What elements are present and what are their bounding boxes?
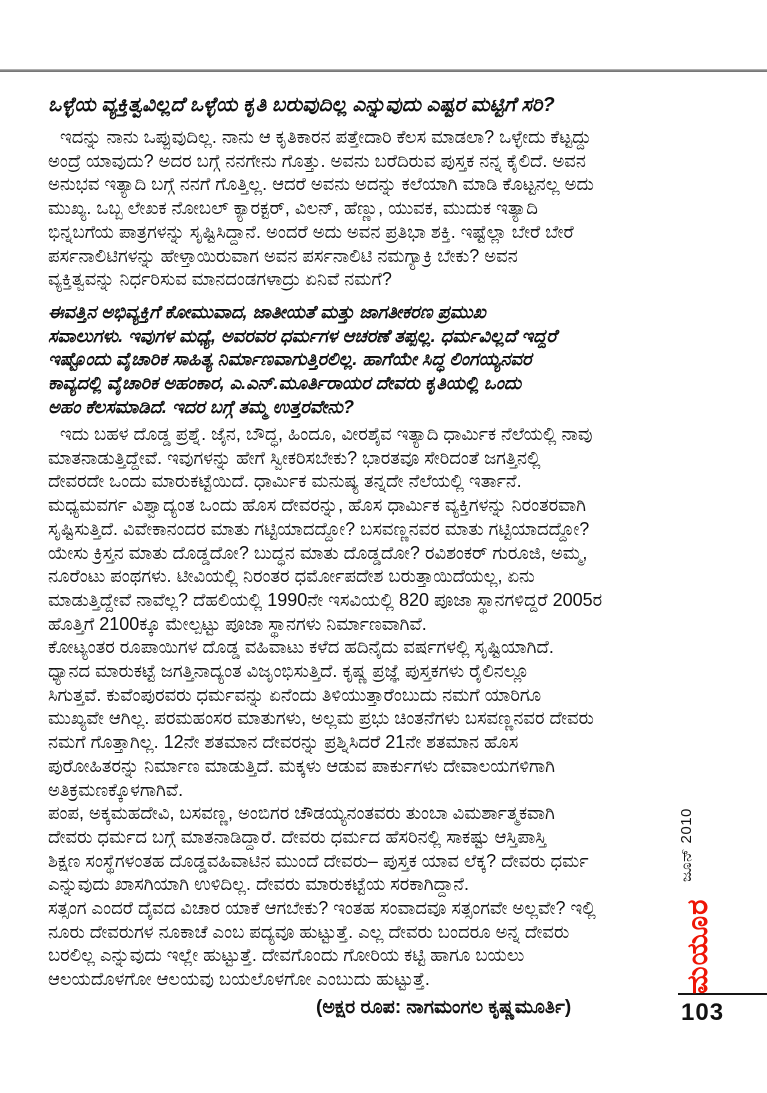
text-line: ಸತ್ಸಂಗ ಎಂದರೆ ದೈವದ ವಿಚಾರ ಯಾಕೆ ಆಗಬೇಕು? ಇಂತಹ ಸಂವಾದವೂ ಸತ್ಸಂಗವೇ ಅಲ್ಲವೇ? ಇಲ್ಲಿ	[48, 898, 596, 919]
interview-question-2	[48, 301, 738, 420]
text-line: ಮುಖ್ಯ. ಒಬ್ಬ ಲೇಖಕ ನೋಬಲ್ ಕ್ಯಾರಕ್ಟರ್, ವಿಲನ್, ಹೆಣ್ಣು, ಯುವಕ, ಮುದುಕ ಇತ್ಯಾದಿ	[48, 198, 538, 219]
text-line: ಪುರೋಹಿತರನ್ನು ನಿರ್ಮಾಣ ಮಾಡುತ್ತಿದೆ. ಮಕ್ಕಳು ಆಡುವ ಪಾರ್ಕುಗಳು ದೇವಾಲಯಗಳಿಗಾಗಿ	[48, 755, 555, 776]
issue-date-vertical: ಜೂನ್ 2010	[678, 808, 695, 882]
text-line: ಶಿಕ್ಷಣ ಸಂಸ್ಥೆಗಳಂತಹ ದೊಡ್ಡವಹಿವಾಟಿನ ಮುಂದೆ ದೇವರು– ಪುಸ್ತಕ ಯಾವ ಲೆಕ್ಕ? ದೇವರು ಧರ್ಮ	[48, 850, 589, 871]
text-line: ಬರಲಿಲ್ಲ ಎನ್ನುವುದು ಇಲ್ಲೇ ಹುಟ್ಟುತ್ತೆ. ದೇವಗೊಂದು ಗೋರಿಯ ಕಟ್ಟಿ ಹಾಗೂ ಬಯಲು	[48, 945, 525, 966]
text-line: ಸಿಗುತ್ತವೆ. ಕುವೆಂಪುರವರು ಧರ್ಮವನ್ನು ಏನೆಂದು ತಿಳಿಯುತ್ತಾರೆಂಬುದು ನಮಗೆ ಯಾರಿಗೂ	[48, 684, 542, 705]
text-line: ಅಂದ್ರೆ ಯಾವುದು? ಅದರ ಬಗ್ಗೆ ನನಗೇನು ಗೊತ್ತು. ಅವನು ಬರೆದಿರುವ ಪುಸ್ತಕ ನನ್ನ ಕೈಲಿದೆ. ಅವನ	[48, 150, 586, 171]
text-line: ಕಾವ್ಯದಲ್ಲಿ ವೈಚಾರಿಕ ಅಹಂಕಾರ, ಎ.ಎನ್.ಮೂರ್ತಿರಾಯರ ದೇವರು ಕೃತಿಯಲ್ಲಿ ಒಂದು	[48, 373, 522, 394]
text-line: ನೂರೆಂಟು ಪಂಥಗಳು. ಟೀವಿಯಲ್ಲಿ ನಿರಂತರ ಧರ್ಮೋಪದೇಶ ಬರುತ್ತಾಯಿದೆಯಲ್ಲ, ಏನು	[48, 566, 535, 587]
text-line: ಧ್ಯಾನದ ಮಾರುಕಟ್ಟೆ ಜಗತ್ತಿನಾದ್ಯಂತ ವಿಜೃಂಭಿಸುತ್ತಿದೆ. ಕೃಷ್ಣ ಪ್ರಜ್ಞೆ ಪುಸ್ತಕಗಳು ರೈಲಿನಲ್ಲೂ	[48, 661, 530, 682]
interview-answer-1	[48, 126, 738, 292]
text-line: ಇದನ್ನು ನಾನು ಒಪ್ಪುವುದಿಲ್ಲ. ನಾನು ಆ ಕೃತಿಕಾರನ ಪತ್ತೇದಾರಿ ಕೆಲಸ ಮಾಡಲಾ? ಒಳ್ಳೇದು ಕೆಟ್ಟದ್ದು	[60, 127, 592, 147]
text-line: ಎನ್ನುವುದು ಖಾಸಗಿಯಾಗಿ ಉಳಿದಿಲ್ಲ. ದೇವರು ಮಾರುಕಟ್ಟೆಯ ಸರಕಾಗಿದ್ದಾನೆ.	[48, 874, 469, 895]
text-line: ಇದು ಬಹಳ ದೊಡ್ಡ ಪ್ರಶ್ನೆ. ಜೈನ, ಬೌದ್ಧ, ಹಿಂದೂ, ವೀರಶೈವ ಇತ್ಯಾದಿ ಧಾರ್ಮಿಕ ನೆಲೆಯಲ್ಲಿ ನಾವು	[60, 424, 593, 444]
text-line: ನೂರು ದೇವರುಗಳ ನೂಕಾಚೆ ಎಂಬ ಪದ್ಯವೂ ಹುಟ್ಟುತ್ತೆ. ಎಲ್ಲ ದೇವರು ಬಂದರೂ ಅನ್ನ ದೇವರು	[48, 921, 570, 942]
text-line: ಪರ್ಸನಾಲಿಟಿಗಳನ್ನು ಹೇಳ್ತಾಯಿರುವಾಗ ಅವನ ಪರ್ಸನಾಲಿಟಿ ನಮಗ್ಯಾಕ್ರಿ ಬೇಕು? ಅವನ	[48, 245, 518, 266]
text-line: ದೇವರದೇ ಒಂದು ಮಾರುಕಟ್ಟೆಯಿದೆ. ಧಾರ್ಮಿಕ ಮನುಷ್ಯ ತನ್ನದೇ ನೆಲೆಯಲ್ಲಿ ಇರ್ತಾನೆ.	[48, 471, 522, 492]
text-line: ಕೋಟ್ಯಂತರ ರೂಪಾಯಿಗಳ ದೊಡ್ಡ ವಹಿವಾಟು ಕಳೆದ ಹದಿನೈದು ವರ್ಷಗಳಲ್ಲಿ ಸೃಷ್ಟಿಯಾಗಿದೆ.	[48, 637, 554, 658]
interview-question-1: ಒಳ್ಳೆಯ ವ್ಯಕ್ತಿತ್ವವಿಲ್ಲದೆ ಒಳ್ಳೆಯ ಕೃತಿ ಬರುವುದಿಲ್ಲ ಎನ್ನುವುದು ಎಷ್ಟರ ಮಟ್ಟಿಗೆ ಸರಿ?	[48, 94, 555, 116]
attribution-line: (ಅಕ್ಷರ ರೂಪ: ನಾಗಮಂಗಲ ಕೃಷ್ಣಮೂರ್ತಿ)	[316, 997, 572, 1018]
text-line: ಮಾತನಾಡುತ್ತಿದ್ದೇವೆ. ಇವುಗಳನ್ನು ಹೇಗೆ ಸ್ವೀಕರಿಸಬೇಕು? ಭಾರತವೂ ಸೇರಿದಂತೆ ಜಗತ್ತಿನಲ್ಲಿ	[48, 447, 541, 468]
text-line: ಭಿನ್ನಬಗೆಯ ಪಾತ್ರಗಳನ್ನು ಸೃಷ್ಟಿಸಿದ್ದಾನೆ. ಅಂದರೆ ಅದು ಅವನ ಪ್ರತಿಭಾ ಶಕ್ತಿ. ಇಷ್ಟೆಲ್ಲಾ ಬೇರೆ ಬೇರೆ	[48, 221, 574, 242]
header-rule	[0, 69, 767, 72]
text-line: ಹೊತ್ತಿಗೆ 2100ಕ್ಕೂ ಮೇಲ್ಪಟ್ಟು ಪೂಜಾ ಸ್ಥಾನಗಳು ನಿರ್ಮಾಣವಾಗಿವೆ.	[48, 613, 427, 634]
text-line: ನಮಗೆ ಗೊತ್ತಾಗಿಲ್ಲ. 12ನೇ ಶತಮಾನ ದೇವರನ್ನು ಪ್ರಶ್ನಿಸಿದರೆ 21ನೇ ಶತಮಾನ ಹೊಸ	[48, 732, 519, 753]
text-line: ಅತಿಕ್ರಮಣಕ್ಕೊಳಗಾಗಿವೆ.	[48, 779, 184, 800]
text-line: ಮಧ್ಯಮವರ್ಗ ವಿಶ್ವಾದ್ಯಂತ ಒಂದು ಹೊಸ ದೇವರನ್ನು, ಹೊಸ ಧಾರ್ಮಿಕ ವ್ಯಕ್ತಿಗಳನ್ನು ನಿರಂತರವಾಗಿ	[48, 495, 586, 516]
text-line: ದೇವರು ಧರ್ಮದ ಬಗ್ಗೆ ಮಾತನಾಡಿದ್ದಾರೆ. ದೇವರು ಧರ್ಮದ ಹೆಸರಿನಲ್ಲಿ ಸಾಕಷ್ಟು ಆಸ್ತಿಪಾಸ್ತಿ	[48, 826, 547, 847]
text-line: ಸೃಷ್ಟಿಸುತ್ತಿದೆ. ವಿವೇಕಾನಂದರ ಮಾತು ಗಟ್ಟಿಯಾದದ್ದೋ? ಬಸವಣ್ಣನವರ ಮಾತು ಗಟ್ಟಿಯಾದದ್ದೋ?	[48, 518, 590, 539]
text-line: ಸವಾಲುಗಳು. ಇವುಗಳ ಮಧ್ಯೆ, ಅವರವರ ಧರ್ಮಗಳ ಆಚರಣೆ ತಪ್ಪಲ್ಲ. ಧರ್ಮವಿಲ್ಲದೆ ಇದ್ದರೆ	[48, 325, 557, 346]
text-line: ಮಾಡುತ್ತಿದ್ದೇವೆ ನಾವೆಲ್ಲ? ದೆಹಲಿಯಲ್ಲಿ 1990ನೇ ಇಸವಿಯಲ್ಲಿ 820 ಪೂಜಾ ಸ್ಥಾನಗಳಿದ್ದರೆ 2005ರ	[48, 589, 603, 610]
text-line: ಪಂಪ, ಅಕ್ಕಮಹದೇವಿ, ಬಸವಣ್ಣ, ಅಂಬಿಗರ ಚೌಡಯ್ಯನಂತವರು ತುಂಬಾ ವಿಮರ್ಶಾತ್ಮಕವಾಗಿ	[48, 803, 555, 824]
page-number: 103	[681, 999, 725, 1026]
text-line: ಮುಖ್ಯವೇ ಆಗಿಲ್ಲ. ಪರಮಹಂಸರ ಮಾತುಗಳು, ಅಲ್ಲಮ ಪ್ರಭು ಚಿಂತನೆಗಳು ಬಸವಣ್ಣನವರ ದೇವರು	[48, 708, 594, 729]
text-line: ಯೇಸು ಕ್ರಿಸ್ತನ ಮಾತು ದೊಡ್ಡದೋ? ಬುದ್ಧನ ಮಾತು ದೊಡ್ಡದೋ? ರವಿಶಂಕರ್ ಗುರೂಜಿ, ಅಮ್ಮ,	[48, 542, 588, 563]
text-line: ಇಷ್ಟೊಂದು ವೈಚಾರಿಕ ಸಾಹಿತ್ಯ ನಿರ್ಮಾಣವಾಗುತ್ತಿರಲಿಲ್ಲ. ಹಾಗೆಯೇ ಸಿದ್ಧ ಲಿಂಗಯ್ಯನವರ	[48, 349, 532, 370]
text-line: ಈವತ್ತಿನ ಅಭಿವ್ಯಕ್ತಿಗೆ ಕೋಮುವಾದ, ಜಾತೀಯತೆ ಮತ್ತು ಜಾಗತೀಕರಣ ಪ್ರಮುಖ	[48, 302, 486, 322]
interview-answer-2	[48, 423, 738, 992]
magazine-title-vertical: ಮಯೂರ	[682, 898, 714, 994]
text-line: ಅಹಂ ಕೆಲಸಮಾಡಿದೆ. ಇದರ ಬಗ್ಗೆ ತಮ್ಮ ಉತ್ತರವೇನು?	[48, 396, 355, 417]
text-line: ಅನುಭವ ಇತ್ಯಾದಿ ಬಗ್ಗೆ ನನಗೆ ಗೊತ್ತಿಲ್ಲ. ಆದರೆ ಅವನು ಅದನ್ನು ಕಲೆಯಾಗಿ ಮಾಡಿ ಕೊಟ್ಟನಲ್ಲ ಅದು	[48, 174, 594, 195]
text-line: ವ್ಯಕ್ತಿತ್ವವನ್ನು ನಿರ್ಧರಿಸುವ ಮಾನದಂಡಗಳಾದ್ರು ಏನಿವೆ ನಮಗೆ?	[48, 269, 392, 290]
text-line: ಆಲಯದೊಳಗೋ ಆಲಯವು ಬಯಲೊಳಗೋ ಎಂಬುದು ಹುಟ್ಟುತ್ತೆ.	[48, 969, 430, 990]
